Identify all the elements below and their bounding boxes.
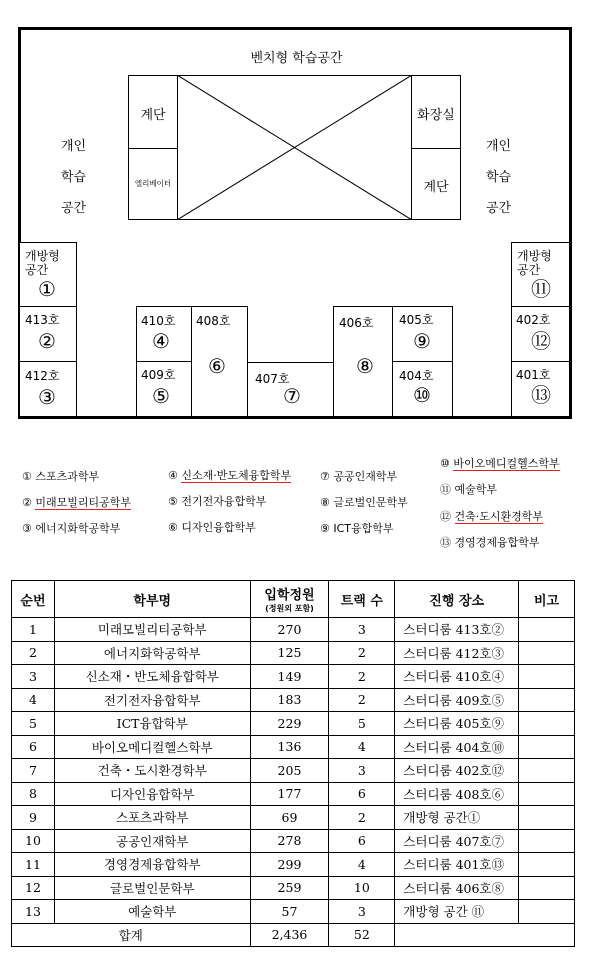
legend-item-13 (440, 534, 540, 550)
room-410-label: 410호 (141, 314, 176, 328)
legend-item-6 (168, 519, 256, 535)
cell-quota: 69 (250, 806, 329, 830)
cell-note (519, 853, 575, 877)
cell-quota: 149 (250, 665, 329, 689)
col-quota-sublabel: (정원외 포함) (265, 604, 314, 613)
cell-tracks: 6 (329, 829, 395, 853)
cell-tracks: 2 (329, 806, 395, 830)
legend-num: ⑦ (320, 470, 330, 483)
col-quota-label: 입학정원 (264, 588, 315, 603)
table-row (12, 688, 575, 712)
room-402-label: 402호 (516, 313, 551, 327)
total-tracks: 52 (329, 923, 395, 947)
table-row (12, 853, 575, 877)
room-406-label: 406호 (339, 316, 374, 330)
legend-item-2 (22, 494, 131, 510)
table-row (12, 900, 575, 924)
room-402-num: ⑫ (531, 329, 551, 353)
legend-num: ① (22, 470, 32, 483)
room-405-label: 405호 (399, 313, 434, 327)
cell-location: 스터디룸 405호⑨ (395, 712, 519, 736)
bench-study-area-label: 벤치형 학습공간 (250, 51, 343, 66)
col-tracks-header: 트랙 수 (329, 581, 395, 618)
legend-item-7 (320, 468, 397, 484)
cell-quota: 299 (250, 853, 329, 877)
legend-item-8 (320, 494, 408, 510)
legend-label: 공공인재학부 (333, 470, 398, 483)
elevator-label: 엘리베이터 (134, 179, 172, 188)
cell-dept: 미래모빌리티공학부 (54, 618, 250, 642)
legend-label: 글로벌인문학부 (333, 496, 408, 509)
cell-dept: 경영경제융합학부 (54, 853, 250, 877)
legend-item-9 (320, 520, 394, 536)
cell-order: 5 (12, 712, 55, 736)
table-row (12, 735, 575, 759)
legend-num: ③ (22, 522, 32, 535)
table-row (12, 759, 575, 783)
cell-order: 9 (12, 806, 55, 830)
room-404-num: ⑩ (413, 383, 431, 407)
legend-item-4 (168, 467, 291, 483)
cell-note (519, 735, 575, 759)
legend-item-12 (440, 508, 543, 524)
legend-num: ⑩ (440, 457, 450, 470)
cell-quota: 278 (250, 829, 329, 853)
col-order-header: 순번 (12, 581, 55, 618)
cell-tracks: 4 (329, 735, 395, 759)
legend-label: 미래모빌리티공학부 (35, 496, 132, 509)
legend-item-3 (22, 520, 120, 536)
cell-note (519, 876, 575, 900)
cell-quota: 57 (250, 900, 329, 924)
cell-location: 스터디룸 402호⑫ (395, 759, 519, 783)
legend-item-11 (440, 481, 497, 497)
cell-dept: ICT융합학부 (54, 712, 250, 736)
col-dept-header: 학부명 (54, 581, 250, 618)
legend-num: ④ (168, 469, 178, 482)
legend-label: 예술학부 (454, 483, 498, 496)
legend-label: 건축·도시환경학부 (454, 510, 544, 523)
cell-location: 스터디룸 404호⑩ (395, 735, 519, 759)
room-408-num: ⑥ (208, 354, 226, 378)
open-space-left-num: ① (38, 277, 56, 301)
table-row (12, 641, 575, 665)
table-header-row (12, 581, 575, 618)
cell-note (519, 688, 575, 712)
cell-order: 2 (12, 641, 55, 665)
personal-study-right-2: 학습 (486, 170, 512, 185)
cell-note (519, 829, 575, 853)
room-412-label: 412호 (25, 369, 60, 383)
room-406-num: ⑧ (356, 354, 374, 378)
stairs-left-label: 계단 (140, 108, 166, 123)
room-407-num: ⑦ (283, 384, 301, 408)
room-401-num: ⑬ (531, 383, 551, 407)
cell-order: 7 (12, 759, 55, 783)
cell-location: 스터디룸 409호⑤ (395, 688, 519, 712)
legend-label: 경영경제융합학부 (454, 536, 540, 549)
cell-quota: 183 (250, 688, 329, 712)
cell-quota: 259 (250, 876, 329, 900)
personal-study-left-3: 공간 (61, 201, 87, 216)
cell-order: 6 (12, 735, 55, 759)
open-space-right-label2: 공간 (517, 263, 541, 277)
cell-location: 스터디룸 406호⑧ (395, 876, 519, 900)
cell-quota: 229 (250, 712, 329, 736)
cell-note (519, 618, 575, 642)
legend-label: 스포츠과학부 (35, 470, 100, 483)
room-413-label: 413호 (25, 313, 60, 327)
legend-num: ⑪ (440, 483, 451, 496)
table-row (12, 806, 575, 830)
cell-order: 12 (12, 876, 55, 900)
cell-order: 10 (12, 829, 55, 853)
cell-quota: 125 (250, 641, 329, 665)
legend-label: 신소재·반도체융합학부 (181, 469, 292, 482)
cell-dept: 예술학부 (54, 900, 250, 924)
cell-tracks: 4 (329, 853, 395, 877)
personal-study-left-2: 학습 (61, 170, 87, 185)
legend-label: 에너지화학공학부 (35, 522, 121, 535)
cell-location: 스터디룸 412호③ (395, 641, 519, 665)
col-location-header: 진행 장소 (395, 581, 519, 618)
room-404-label: 404호 (399, 369, 434, 383)
department-table (11, 580, 575, 947)
table-row (12, 712, 575, 736)
table-row (12, 665, 575, 689)
cell-tracks: 2 (329, 641, 395, 665)
cell-quota: 205 (250, 759, 329, 783)
legend-num: ⑬ (440, 536, 451, 549)
legend-num: ⑥ (168, 521, 178, 534)
room-410-num: ④ (152, 329, 170, 353)
room-412-num: ③ (38, 385, 56, 409)
restroom-label: 화장실 (417, 108, 455, 123)
cell-order: 11 (12, 853, 55, 877)
room-409-label: 409호 (141, 368, 176, 382)
cell-location: 개방형 공간① (395, 806, 519, 830)
cell-note (519, 900, 575, 924)
cell-note (519, 712, 575, 736)
stairs-right-label: 계단 (423, 180, 449, 195)
cell-order: 3 (12, 665, 55, 689)
legend-label: ICT융합학부 (333, 522, 394, 535)
cell-tracks: 6 (329, 782, 395, 806)
cell-tracks: 5 (329, 712, 395, 736)
table-total-row (12, 923, 575, 947)
table-row (12, 618, 575, 642)
legend-num: ⑫ (440, 510, 451, 523)
cell-location: 개방형 공간 ⑪ (395, 900, 519, 924)
cell-quota: 136 (250, 735, 329, 759)
cell-dept: 스포츠과학부 (54, 806, 250, 830)
legend-num: ⑤ (168, 495, 178, 508)
table-row (12, 829, 575, 853)
personal-study-left-1: 개인 (61, 139, 87, 154)
cell-order: 8 (12, 782, 55, 806)
cell-location: 스터디룸 410호④ (395, 665, 519, 689)
cell-tracks: 3 (329, 900, 395, 924)
cell-location: 스터디룸 401호⑬ (395, 853, 519, 877)
open-space-left-label1: 개방형 (25, 249, 60, 263)
personal-study-right-3: 공간 (486, 201, 512, 216)
total-location (395, 923, 575, 947)
cell-dept: 글로벌인문학부 (54, 876, 250, 900)
cell-tracks: 2 (329, 665, 395, 689)
room-413-num: ② (38, 329, 56, 353)
cell-note (519, 782, 575, 806)
room-409-num: ⑤ (152, 384, 170, 408)
legend-item-10 (440, 455, 560, 471)
legend-item-1 (22, 468, 99, 484)
cell-note (519, 806, 575, 830)
total-quota: 2,436 (250, 923, 329, 947)
cell-dept: 에너지화학공학부 (54, 641, 250, 665)
legend-num: ⑧ (320, 496, 330, 509)
cell-quota: 177 (250, 782, 329, 806)
room-407-label: 407호 (255, 372, 290, 386)
cell-location: 스터디룸 407호⑦ (395, 829, 519, 853)
cell-tracks: 3 (329, 759, 395, 783)
room-405-num: ⑨ (413, 329, 431, 353)
room-408-label: 408호 (196, 314, 231, 328)
cell-dept: 바이오메디컬헬스학부 (54, 735, 250, 759)
cell-location: 스터디룸 408호⑥ (395, 782, 519, 806)
legend-label: 전기전자융합학부 (181, 495, 267, 508)
open-space-left-label2: 공간 (25, 263, 49, 277)
central-void-cross (177, 75, 412, 220)
cell-tracks: 2 (329, 688, 395, 712)
cell-tracks: 10 (329, 876, 395, 900)
col-quota-header (250, 581, 329, 618)
total-label: 합계 (12, 923, 251, 947)
table-row (12, 876, 575, 900)
cell-note (519, 665, 575, 689)
cell-dept: 건축・도시환경학부 (54, 759, 250, 783)
cell-dept: 공공인재학부 (54, 829, 250, 853)
cell-dept: 신소재・반도체융합학부 (54, 665, 250, 689)
open-space-right-num: ⑪ (531, 277, 551, 301)
open-space-right-label1: 개방형 (517, 249, 552, 263)
legend-item-5 (168, 493, 266, 509)
cell-location: 스터디룸 413호② (395, 618, 519, 642)
table-row (12, 782, 575, 806)
cell-note (519, 641, 575, 665)
room-401-label: 401호 (516, 368, 551, 382)
cell-quota: 270 (250, 618, 329, 642)
col-note-header: 비고 (519, 581, 575, 618)
cell-order: 1 (12, 618, 55, 642)
legend-label: 디자인융합학부 (181, 521, 256, 534)
personal-study-right-1: 개인 (486, 139, 512, 154)
cell-order: 4 (12, 688, 55, 712)
legend-num: ② (22, 496, 32, 509)
legend-num: ⑨ (320, 522, 330, 535)
cell-tracks: 3 (329, 618, 395, 642)
cell-dept: 전기전자융합학부 (54, 688, 250, 712)
cell-dept: 디자인융합학부 (54, 782, 250, 806)
cell-order: 13 (12, 900, 55, 924)
cell-note (519, 759, 575, 783)
legend-label: 바이오메디컬헬스학부 (453, 457, 560, 470)
